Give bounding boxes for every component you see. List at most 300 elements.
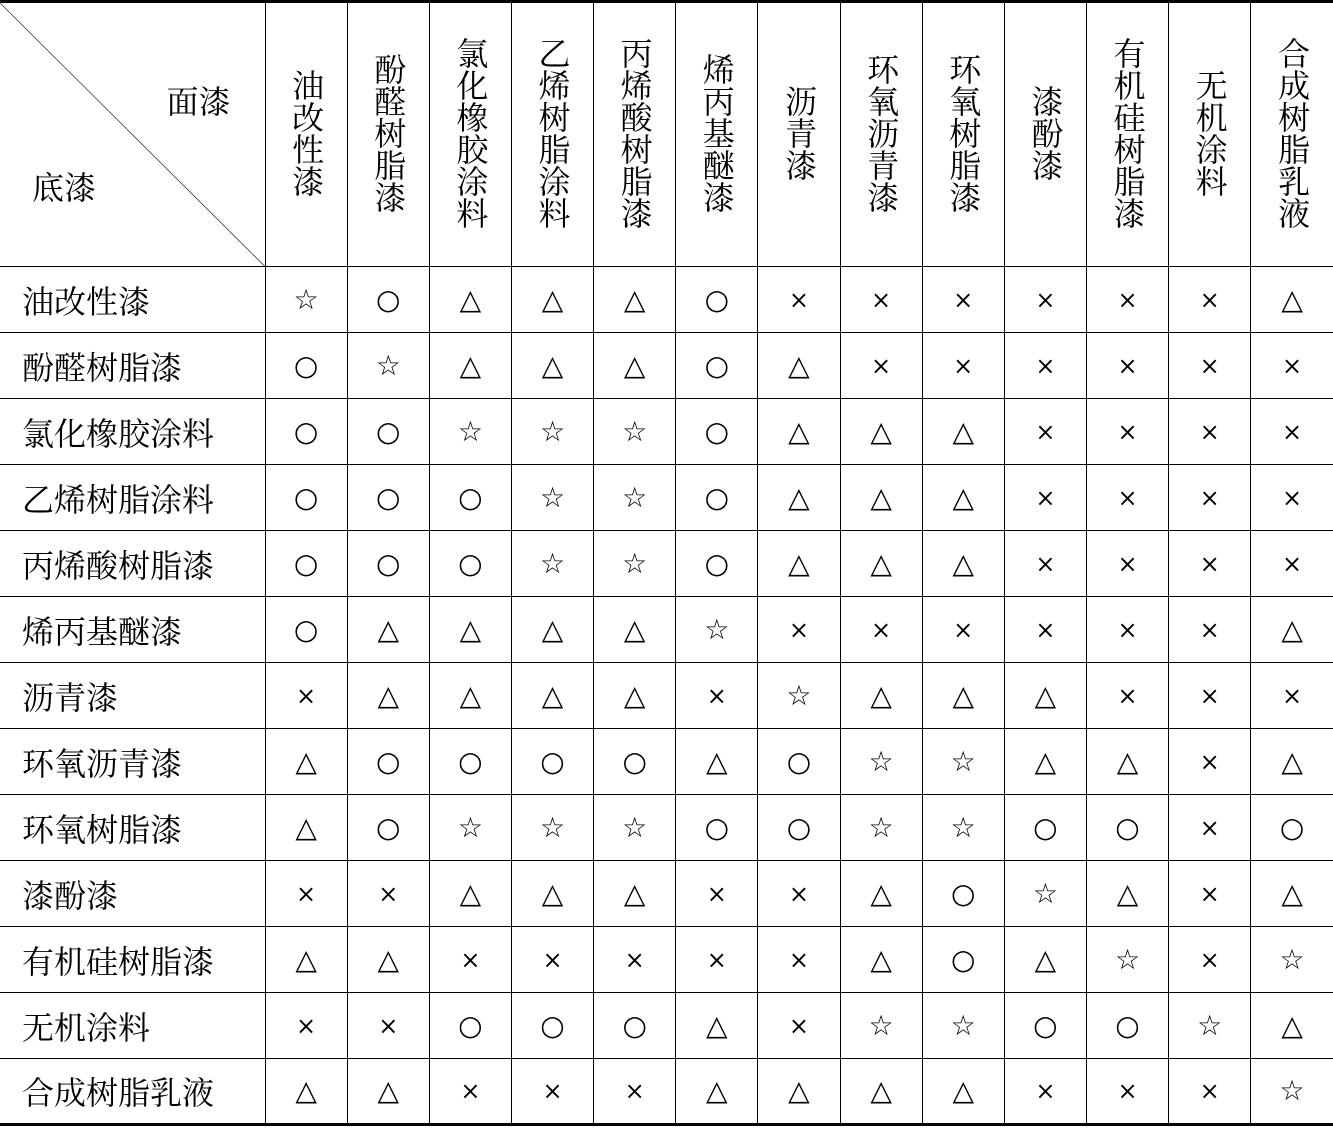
compatibility-cell [1086, 333, 1168, 399]
compatibility-cell [511, 267, 593, 333]
column-header-cell [840, 2, 922, 267]
compatibility-symbol: △ [1116, 876, 1139, 910]
compatibility-symbol: ○ [293, 348, 319, 382]
compatibility-cell [594, 465, 676, 531]
compatibility-symbol: × [1035, 483, 1056, 512]
compatibility-symbol: ☆ [539, 414, 566, 448]
compatibility-cell [594, 795, 676, 861]
compatibility-cell [758, 663, 840, 729]
table-row [0, 267, 1333, 333]
compatibility-symbol: △ [788, 414, 810, 448]
compatibility-symbol: △ [870, 546, 892, 580]
column-header-cell [922, 2, 1004, 267]
compatibility-symbol: ○ [704, 480, 730, 514]
compatibility-cell [265, 1059, 347, 1125]
compatibility-cell [429, 795, 511, 861]
column-header-cell [265, 2, 347, 267]
compatibility-cell [594, 729, 676, 795]
compatibility-cell [265, 795, 347, 861]
compatibility-cell [1169, 1059, 1251, 1125]
column-header-cell [594, 2, 676, 267]
compatibility-symbol: ○ [376, 744, 401, 778]
compatibility-symbol: ☆ [457, 414, 483, 448]
compatibility-cell [1004, 597, 1086, 663]
compatibility-symbol: × [1117, 285, 1138, 314]
compatibility-cell [347, 267, 429, 333]
compatibility-cell [429, 993, 511, 1059]
compatibility-symbol: ○ [1033, 810, 1058, 844]
compatibility-symbol: △ [541, 678, 564, 712]
compatibility-cell [676, 333, 758, 399]
column-header-cell [1004, 2, 1086, 267]
compatibility-cell [676, 861, 758, 927]
compatibility-symbol: × [1117, 549, 1138, 578]
compatibility-cell [840, 597, 922, 663]
compatibility-cell [429, 597, 511, 663]
compatibility-symbol: ○ [951, 942, 976, 976]
compatibility-cell [758, 729, 840, 795]
compatibility-cell [511, 663, 593, 729]
compatibility-cell [1169, 267, 1251, 333]
compatibility-symbol: △ [295, 810, 317, 844]
compatibility-symbol: × [953, 615, 974, 644]
compatibility-cell [265, 531, 347, 597]
compatibility-symbol: △ [870, 414, 892, 448]
compatibility-symbol: × [378, 879, 399, 908]
compatibility-symbol: × [871, 351, 892, 380]
compatibility-cell [676, 663, 758, 729]
compatibility-symbol: ☆ [539, 810, 566, 844]
compatibility-cell [840, 795, 922, 861]
compatibility-cell [429, 861, 511, 927]
compatibility-cell [1004, 1059, 1086, 1125]
compatibility-cell [429, 267, 511, 333]
compatibility-cell [594, 1059, 676, 1125]
compatibility-cell [758, 333, 840, 399]
table-row [0, 465, 1333, 531]
compatibility-symbol: ☆ [1114, 942, 1141, 976]
compatibility-cell [1086, 597, 1168, 663]
compatibility-symbol: × [1117, 681, 1138, 710]
compatibility-symbol: × [1199, 747, 1220, 776]
compatibility-cell [347, 993, 429, 1059]
compatibility-cell [594, 531, 676, 597]
table-row [0, 597, 1333, 663]
compatibility-cell [265, 927, 347, 993]
compatibility-cell [265, 993, 347, 1059]
compatibility-symbol: ○ [704, 348, 730, 382]
column-header-cell [347, 2, 429, 267]
compatibility-symbol: ○ [458, 480, 483, 514]
compatibility-cell [758, 465, 840, 531]
compatibility-symbol: ☆ [1197, 1008, 1223, 1042]
compatibility-symbol: ☆ [868, 810, 894, 844]
compatibility-symbol: × [1199, 681, 1220, 710]
compatibility-symbol: ○ [1115, 810, 1140, 844]
compatibility-symbol: ○ [540, 744, 565, 778]
compatibility-symbol: × [1282, 549, 1303, 578]
compatibility-symbol: × [1282, 417, 1303, 446]
compatibility-cell [429, 465, 511, 531]
compatibility-cell [347, 927, 429, 993]
compatibility-cell [758, 399, 840, 465]
compatibility-cell [1251, 861, 1333, 927]
compatibility-symbol: × [296, 681, 317, 710]
compatibility-cell [1086, 465, 1168, 531]
compatibility-cell [1251, 795, 1333, 861]
compatibility-symbol: ○ [951, 876, 976, 910]
table-row [0, 861, 1333, 927]
compatibility-symbol: ○ [376, 414, 401, 448]
compatibility-cell [1086, 663, 1168, 729]
compatibility-cell [1169, 597, 1251, 663]
compatibility-cell [676, 729, 758, 795]
compatibility-symbol: × [624, 945, 645, 974]
compatibility-symbol: △ [1034, 678, 1057, 712]
compatibility-cell [511, 993, 593, 1059]
compatibility-cell [511, 597, 593, 663]
compatibility-symbol: × [1035, 417, 1056, 446]
compatibility-symbol: × [706, 879, 727, 908]
compatibility-cell [511, 333, 593, 399]
compatibility-symbol: × [788, 945, 809, 974]
compatibility-symbol: ○ [376, 546, 401, 580]
compatibility-cell [676, 267, 758, 333]
compatibility-cell [758, 531, 840, 597]
diagonal-divider [0, 3, 265, 266]
compatibility-cell [511, 531, 593, 597]
row-header-label: 烯丙基醚漆 [0, 597, 265, 663]
column-header-cell [676, 2, 758, 267]
compatibility-symbol: ○ [704, 414, 730, 448]
compatibility-symbol: △ [459, 876, 482, 910]
compatibility-cell [594, 993, 676, 1059]
compatibility-cell [840, 267, 922, 333]
compatibility-cell [1251, 927, 1333, 993]
compatibility-symbol: × [378, 1011, 399, 1040]
compatibility-cell [429, 927, 511, 993]
compatibility-cell [429, 333, 511, 399]
compatibility-cell [265, 729, 347, 795]
compatibility-cell [840, 729, 922, 795]
table-row [0, 399, 1333, 465]
compatibility-cell [347, 861, 429, 927]
compatibility-cell [347, 795, 429, 861]
compatibility-symbol: × [706, 945, 727, 974]
compatibility-cell [429, 399, 511, 465]
compatibility-symbol: ○ [458, 1008, 483, 1042]
compatibility-symbol: △ [295, 1074, 317, 1107]
compatibility-symbol: ☆ [622, 414, 648, 448]
compatibility-symbol: △ [870, 942, 892, 976]
compatibility-cell [922, 399, 1004, 465]
row-header-label: 环氧树脂漆 [0, 795, 265, 861]
compatibility-symbol: ☆ [539, 480, 566, 514]
compatibility-symbol: × [953, 351, 974, 380]
compatibility-cell [922, 333, 1004, 399]
compatibility-symbol: ○ [293, 480, 319, 514]
compatibility-cell [840, 399, 922, 465]
compatibility-symbol: △ [295, 942, 317, 976]
compatibility-cell [922, 663, 1004, 729]
compatibility-cell [511, 1059, 593, 1125]
compatibility-symbol: △ [1034, 942, 1057, 976]
compatibility-symbol: △ [870, 480, 892, 514]
compatibility-symbol: △ [1281, 612, 1303, 646]
compatibility-symbol: ○ [540, 1008, 565, 1042]
compatibility-symbol: ○ [1279, 810, 1305, 844]
compatibility-cell [1004, 663, 1086, 729]
compatibility-symbol: × [1199, 615, 1220, 644]
compatibility-symbol: △ [623, 348, 646, 382]
compatibility-symbol: × [1035, 549, 1056, 578]
compatibility-cell [840, 861, 922, 927]
compatibility-cell [1251, 465, 1333, 531]
table-row [0, 927, 1333, 993]
compatibility-cell [1086, 795, 1168, 861]
compatibility-symbol: △ [1281, 744, 1303, 778]
compatibility-cell [676, 927, 758, 993]
compatibility-symbol: ☆ [622, 480, 648, 514]
compatibility-cell [511, 465, 593, 531]
compatibility-symbol: × [1199, 945, 1220, 974]
compatibility-symbol: × [1199, 1077, 1220, 1105]
compatibility-symbol: ○ [293, 612, 319, 646]
compatibility-cell [511, 729, 593, 795]
compatibility-cell [840, 333, 922, 399]
compatibility-symbol: × [1117, 1077, 1138, 1105]
compatibility-symbol: × [1035, 615, 1056, 644]
compatibility-symbol: △ [459, 348, 482, 382]
compatibility-symbol: × [460, 1077, 481, 1105]
row-header-label: 无机涂料 [0, 993, 265, 1059]
compatibility-cell [758, 597, 840, 663]
column-header-label: 油改性漆 [287, 68, 326, 197]
compatibility-cell [265, 399, 347, 465]
compatibility-cell [429, 663, 511, 729]
compatibility-symbol: △ [459, 282, 482, 316]
compatibility-symbol: ○ [704, 546, 730, 580]
compatibility-symbol: △ [295, 744, 317, 778]
compatibility-symbol: ○ [293, 414, 319, 448]
compatibility-cell [1086, 729, 1168, 795]
table-row [0, 1059, 1333, 1125]
compatibility-cell [347, 1059, 429, 1125]
compatibility-symbol: ☆ [539, 546, 566, 580]
compatibility-cell [429, 1059, 511, 1125]
compatibility-symbol: △ [459, 678, 482, 712]
compatibility-cell [676, 531, 758, 597]
topcoat-axis-label: 面漆 [166, 83, 231, 121]
compatibility-cell [676, 465, 758, 531]
compatibility-symbol: △ [623, 612, 646, 646]
compatibility-cell [265, 267, 347, 333]
compatibility-symbol: × [1282, 483, 1303, 512]
compatibility-symbol: △ [1281, 876, 1303, 910]
compatibility-cell [594, 267, 676, 333]
compatibility-cell [1251, 267, 1333, 333]
compatibility-symbol: △ [706, 744, 728, 778]
compatibility-symbol: × [953, 285, 974, 314]
compatibility-symbol: × [1199, 813, 1220, 842]
column-header-label: 环氧沥青漆 [862, 52, 901, 213]
column-header-cell [1251, 2, 1333, 267]
compatibility-symbol: × [1117, 351, 1138, 380]
compatibility-symbol: △ [623, 876, 646, 910]
compatibility-cell [840, 927, 922, 993]
compatibility-cell [1169, 465, 1251, 531]
compatibility-symbol: △ [952, 480, 974, 514]
compatibility-symbol: ○ [704, 282, 730, 316]
row-header-label: 有机硅树脂漆 [0, 927, 265, 993]
compatibility-symbol: ○ [376, 810, 401, 844]
compatibility-symbol: △ [870, 678, 892, 712]
compatibility-cell [676, 1059, 758, 1125]
compatibility-cell [840, 1059, 922, 1125]
column-header-label: 合成树脂乳液 [1273, 36, 1312, 229]
column-header-cell [511, 2, 593, 267]
compatibility-cell [676, 795, 758, 861]
row-header-label: 环氧沥青漆 [0, 729, 265, 795]
compatibility-cell [265, 597, 347, 663]
compatibility-symbol: × [296, 879, 317, 908]
compatibility-cell [1169, 399, 1251, 465]
compatibility-cell [1086, 267, 1168, 333]
compatibility-cell [1004, 333, 1086, 399]
compatibility-cell [265, 861, 347, 927]
compatibility-cell [1251, 333, 1333, 399]
compatibility-cell [758, 993, 840, 1059]
row-header-label: 氯化橡胶涂料 [0, 399, 265, 465]
row-header-label: 丙烯酸树脂漆 [0, 531, 265, 597]
compatibility-cell [594, 861, 676, 927]
compatibility-cell [1004, 729, 1086, 795]
compatibility-symbol: ○ [1115, 1008, 1140, 1042]
compatibility-cell [922, 1059, 1004, 1125]
compatibility-symbol: × [788, 879, 809, 908]
compatibility-symbol: △ [1281, 282, 1303, 316]
row-header-label: 漆酚漆 [0, 861, 265, 927]
compatibility-symbol: ○ [1033, 1008, 1058, 1042]
compatibility-cell [758, 267, 840, 333]
compatibility-symbol: △ [788, 480, 810, 514]
compatibility-cell [511, 399, 593, 465]
compatibility-cell [1169, 861, 1251, 927]
compatibility-symbol: △ [952, 678, 974, 712]
compatibility-symbol: ○ [622, 1008, 647, 1042]
column-header-label: 有机硅树脂漆 [1108, 36, 1147, 229]
compatibility-cell [1004, 267, 1086, 333]
compatibility-cell [1086, 531, 1168, 597]
compatibility-cell [922, 861, 1004, 927]
compatibility-cell [1251, 993, 1333, 1059]
compatibility-cell [1086, 993, 1168, 1059]
column-header-cell [429, 2, 511, 267]
compatibility-cell [840, 465, 922, 531]
compatibility-symbol: × [1282, 351, 1303, 380]
compatibility-cell [922, 267, 1004, 333]
compatibility-symbol: ○ [786, 810, 812, 844]
compatibility-symbol: ☆ [1279, 1074, 1305, 1107]
compatibility-cell [429, 729, 511, 795]
compatibility-cell [347, 729, 429, 795]
compatibility-symbol: × [1199, 483, 1220, 512]
compatibility-cell [1169, 795, 1251, 861]
row-header-label: 合成树脂乳液 [0, 1059, 265, 1125]
compatibility-symbol: × [542, 1077, 563, 1105]
compatibility-symbol: × [460, 945, 481, 974]
column-header-label: 漆酚漆 [1026, 84, 1065, 181]
compatibility-cell [1004, 993, 1086, 1059]
table-row [0, 729, 1333, 795]
table-row [0, 333, 1333, 399]
compatibility-symbol: △ [952, 414, 974, 448]
compatibility-symbol: × [1117, 615, 1138, 644]
compatibility-symbol: △ [788, 1074, 810, 1107]
compatibility-cell [347, 597, 429, 663]
table-row [0, 795, 1333, 861]
compatibility-symbol: × [1117, 417, 1138, 446]
compatibility-cell [347, 333, 429, 399]
compatibility-symbol: × [1035, 351, 1056, 380]
compatibility-cell [265, 333, 347, 399]
compatibility-symbol: △ [788, 348, 810, 382]
compatibility-symbol: ☆ [950, 1008, 976, 1042]
compatibility-symbol: △ [788, 546, 810, 580]
compatibility-cell [922, 531, 1004, 597]
column-header-cell [1169, 2, 1251, 267]
compatibility-symbol: △ [1116, 744, 1139, 778]
compatibility-symbol: × [1117, 483, 1138, 512]
compatibility-symbol: △ [1281, 1008, 1303, 1042]
compatibility-cell [511, 927, 593, 993]
compatibility-symbol: ☆ [622, 546, 648, 580]
column-header-label: 乙烯树脂涂料 [533, 36, 572, 229]
compatibility-symbol: ○ [376, 282, 401, 316]
compatibility-cell [511, 795, 593, 861]
compatibility-cell [594, 399, 676, 465]
compatibility-symbol: △ [541, 348, 564, 382]
compatibility-symbol: ○ [786, 744, 812, 778]
compatibility-symbol: △ [541, 612, 564, 646]
compatibility-cell [840, 663, 922, 729]
compatibility-symbol: × [296, 1011, 317, 1040]
column-header-cell [758, 2, 840, 267]
column-header-label: 氯化橡胶涂料 [451, 36, 490, 229]
compatibility-cell [1169, 663, 1251, 729]
compatibility-cell [1004, 531, 1086, 597]
compatibility-symbol: × [788, 285, 809, 314]
compatibility-cell [1004, 399, 1086, 465]
compatibility-symbol: ☆ [1279, 942, 1305, 976]
compatibility-cell [347, 465, 429, 531]
compatibility-symbol: △ [377, 678, 400, 712]
row-header-label: 乙烯树脂涂料 [0, 465, 265, 531]
compatibility-cell [1251, 729, 1333, 795]
column-header-label: 酚醛树脂漆 [369, 52, 408, 213]
compatibility-symbol: × [871, 615, 892, 644]
compatibility-symbol: × [871, 285, 892, 314]
compatibility-symbol: △ [541, 282, 564, 316]
compatibility-cell [922, 729, 1004, 795]
column-header-label: 烯丙基醚漆 [697, 52, 736, 213]
compatibility-symbol: ○ [458, 546, 483, 580]
compatibility-symbol: ☆ [868, 1008, 894, 1042]
compatibility-cell [1251, 663, 1333, 729]
compatibility-symbol: ○ [293, 546, 319, 580]
compatibility-symbol: × [1282, 681, 1303, 710]
compatibility-symbol: × [542, 945, 563, 974]
